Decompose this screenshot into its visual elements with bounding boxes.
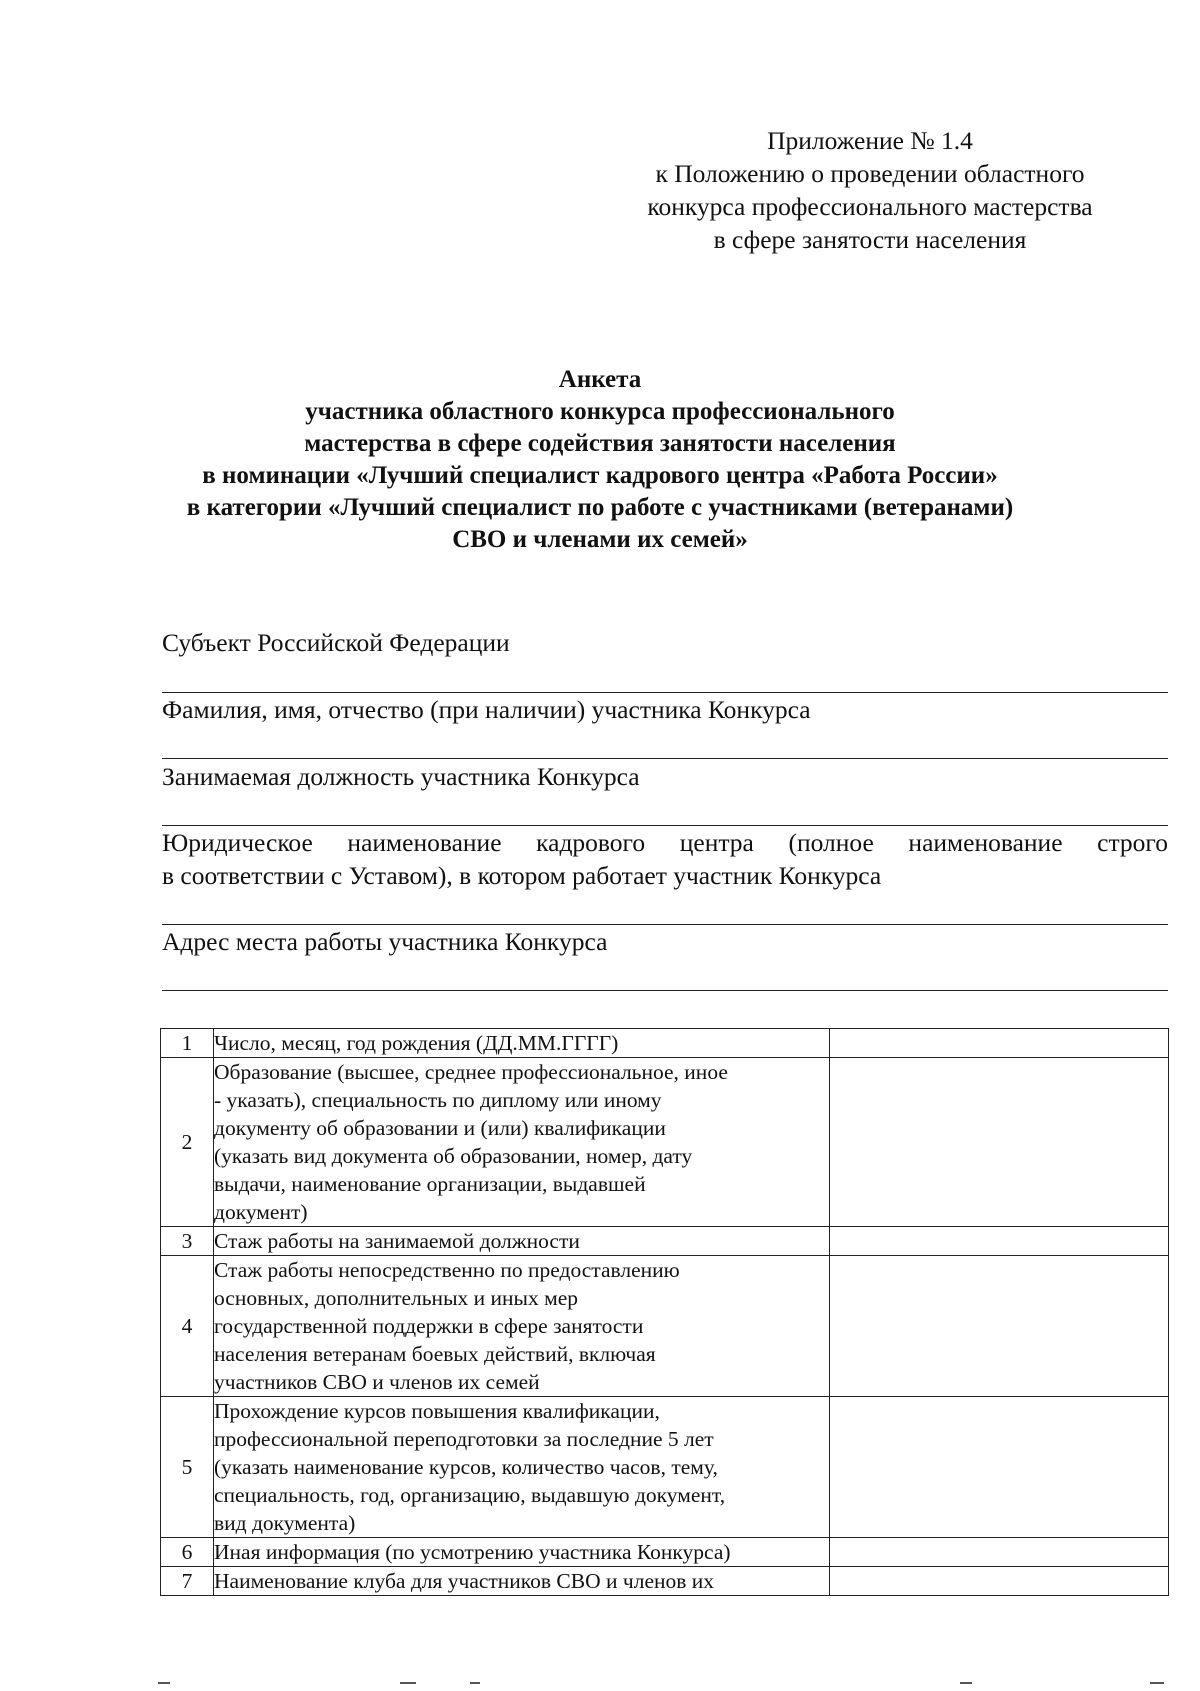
questionnaire-table — [160, 1028, 1169, 1596]
title-line: в категории «Лучший специалист по работе с участниками (ветеранами) — [186, 494, 1014, 521]
appendix-line: конкурса профессионального мастерства — [647, 192, 1093, 221]
table-row — [161, 1567, 1169, 1596]
title-line: СВО и членами их семей» — [452, 526, 748, 553]
document-title — [150, 364, 1050, 556]
row-question: Прохождение курсов повышения квалификации, профессиональной переподготовки за последние 5 лет (указать наименование курсов, количество часов, тему, специальность, год, организацию, выдавшую документ, вид документа) — [214, 1397, 830, 1538]
table-row — [161, 1256, 1169, 1397]
scan-artifacts — [0, 1682, 1200, 1686]
row-number: 1 — [161, 1029, 214, 1058]
appendix-line: к Положению о проведении областного — [655, 159, 1085, 188]
row-answer-cell[interactable] — [830, 1256, 1169, 1397]
table-row — [161, 1227, 1169, 1256]
title-line: мастерства в сфере содействия занятости населения — [304, 430, 896, 457]
field-fullname-label: Фамилия, имя, отчество (при наличии) участника Конкурса — [162, 695, 811, 724]
field-region-label: Субъект Российской Федерации — [162, 628, 510, 657]
row-question: Число, месяц, год рождения (ДД.ММ.ГГГГ) — [214, 1029, 830, 1058]
row-question: Иная информация (по усмотрению участника Конкурса) — [214, 1538, 830, 1567]
row-answer-cell[interactable] — [830, 1029, 1169, 1058]
row-question: Стаж работы непосредственно по предоставлению основных, дополнительных и иных мер государственной поддержки в сфере занятости населения ветеранам боевых действий, включая участников СВО и членов их семей — [214, 1256, 830, 1397]
field-address-line[interactable] — [162, 990, 1168, 991]
row-question: Наименование клуба для участников СВО и членов их — [214, 1567, 830, 1596]
row-answer-cell[interactable] — [830, 1058, 1169, 1227]
field-fullname-line[interactable] — [162, 758, 1168, 759]
table-row — [161, 1029, 1169, 1058]
row-number: 4 — [161, 1256, 214, 1397]
table-row — [161, 1397, 1169, 1538]
title-line: в номинации «Лучший специалист кадрового центра «Работа России» — [202, 462, 998, 489]
row-answer-cell[interactable] — [830, 1397, 1169, 1538]
row-number: 5 — [161, 1397, 214, 1538]
field-address-label: Адрес места работы участника Конкурса — [162, 927, 608, 956]
row-number: 7 — [161, 1567, 214, 1596]
row-question: Образование (высшее, среднее профессиональное, иное - указать), специальность по диплому или иному документу об образовании и (или) квалификации (указать вид документа об образовании, номер, дату выдачи, наименование организации, выдавшей документ) — [214, 1058, 830, 1227]
field-position-label: Занимаемая должность участника Конкурса — [162, 762, 640, 791]
row-number: 3 — [161, 1227, 214, 1256]
field-legal-name-label: Юридическое наименование кадрового центра (полное наименование строго в соответствии с Уставом), в котором работает участник Конкурса — [162, 828, 1168, 890]
appendix-header — [620, 124, 1120, 256]
title-line: Анкета — [558, 366, 642, 393]
table-row — [161, 1058, 1169, 1227]
appendix-line: Приложение № 1.4 — [767, 126, 973, 155]
title-line: участника областного конкурса профессионального — [305, 398, 895, 425]
row-number: 2 — [161, 1058, 214, 1227]
table-row — [161, 1538, 1169, 1567]
row-answer-cell[interactable] — [830, 1227, 1169, 1256]
row-answer-cell[interactable] — [830, 1567, 1169, 1596]
row-question: Стаж работы на занимаемой должности — [214, 1227, 830, 1256]
row-answer-cell[interactable] — [830, 1538, 1169, 1567]
appendix-line: в сфере занятости населения — [713, 225, 1027, 254]
row-number: 6 — [161, 1538, 214, 1567]
